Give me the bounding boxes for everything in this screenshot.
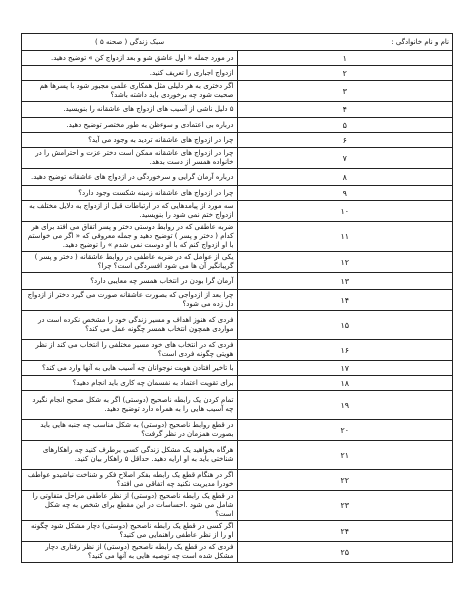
question-row <box>22 311 453 340</box>
question-row <box>22 391 453 420</box>
question-row <box>22 340 453 361</box>
question-row <box>22 420 453 441</box>
question-text: درباره بی اعتمادی و سوءظن به طور مختصر توضیح دهید. <box>22 118 238 133</box>
question-number: ۱۲ <box>237 252 453 273</box>
question-number: ۱۹ <box>237 391 453 420</box>
question-text: اگر در هنگام قطع یک رابطه بفکر اصلاح فکر و شناخت نباشیدو عواطف خودرا مدیریت نکنید چه اتفاقی می افتد؟ <box>22 470 238 491</box>
question-text: ضربه عاطفی که در روابط دوستی دختر و پسر اتفاق می افتد برای هر کدام ( دختر و پسر ) توضیح دهید و جمله معروفی که « اگر می خواستم با او ازدواج کنم که با او دوست نمی شدم » را توضیح دهید. <box>22 222 238 252</box>
question-number: ۱۷ <box>237 361 453 376</box>
question-number: ۱۸ <box>237 376 453 391</box>
question-text: اگر کسی در قطع یک رابطه ناصحیح (دوستی) دچار مشکل شود چگونه او را از نظر عاطفی راهنمایی می کنید؟ <box>22 521 238 542</box>
question-text: تمام کردن یک رابطه ناصحیح (دوستی) اگر به شکل صحیح انجام نگیرد چه آسیب هایی را به همراه دارد توضیح دهید. <box>22 391 238 420</box>
question-number: ۲۲ <box>237 470 453 491</box>
question-row <box>22 521 453 542</box>
question-number: ۴ <box>237 102 453 118</box>
question-text: چرا در ازدواج های عاشقانه زمینه شکست وجود دارد؟ <box>22 186 238 201</box>
question-row <box>22 470 453 491</box>
question-text: در قطع روابط ناصحیح (دوستی) به شکل مناسب چه جنبه هایی باید بصورت همزمان در نظر گرفت؟ <box>22 420 238 441</box>
question-number: ۱۵ <box>237 311 453 340</box>
question-text: در مورد جمله « اول عاشق شو و بعد ازدواج کن » توضیح دهید. <box>22 51 238 66</box>
question-text: درباره آرمان گرایی و سرخوردگی در ازدواج های عاشقانه توضیح دهید. <box>22 169 238 186</box>
question-number: ۲۰ <box>237 420 453 441</box>
question-number: ۲ <box>237 66 453 81</box>
question-row <box>22 118 453 133</box>
question-row <box>22 148 453 169</box>
question-text: فردی که هنوز اهداف و مسیر زندگی خود را مشخص نکرده است در مواردی همچون انتخاب همسر چگونه عمل می کند؟ <box>22 311 238 340</box>
question-row <box>22 441 453 470</box>
question-number: ۲۵ <box>237 542 453 563</box>
question-row <box>22 376 453 391</box>
question-text: ازدواج اجباری را تعریف کنید. <box>22 66 238 81</box>
question-text: هرگاه بخواهید یک مشکل زندگی کسی برطرف کنید چه راهکارهای شناختی باید به او ارایه دهید. حداقل ۵ راهکار بیان کنید. <box>22 441 238 470</box>
question-number: ۶ <box>237 133 453 148</box>
question-row <box>22 201 453 222</box>
question-row <box>22 252 453 273</box>
question-number: ۱۰ <box>237 201 453 222</box>
question-number: ۵ <box>237 118 453 133</box>
question-text: چرا در ازدواج های عاشقانه ممکن است دختر عزت و احترامش را در خانواده همسر از دست بدهد. <box>22 148 238 169</box>
question-row <box>22 542 453 563</box>
question-number: ۲۳ <box>237 491 453 521</box>
question-row <box>22 290 453 311</box>
question-text: یکی از عوامل که در ضربه عاطفی در روابط عاشقانه ( دختر و پسر ) گریبانگیر آن ها می شود افسردگی است؟ چرا؟ <box>22 252 238 273</box>
question-row <box>22 66 453 81</box>
question-row <box>22 361 453 376</box>
question-number: ۲۴ <box>237 521 453 542</box>
question-row <box>22 81 453 102</box>
question-number: ۷ <box>237 148 453 169</box>
question-text: برای تقویت اعتماد به نفسمان چه کاری باید انجام دهید؟ <box>22 376 238 391</box>
question-number: ۳ <box>237 81 453 102</box>
question-number: ۹ <box>237 186 453 201</box>
question-number: ۱۱ <box>237 222 453 252</box>
question-text: ۵ دلیل ناشی از آسیب های ازدواج های عاشقانه را بنویسید. <box>22 102 238 118</box>
question-row <box>22 169 453 186</box>
question-row <box>22 222 453 252</box>
question-number: ۱۳ <box>237 273 453 290</box>
question-row <box>22 102 453 118</box>
question-text: در قطع یک رابطه ناصحیح (دوستی) از نظر عاطفی مراحل متفاوتی را شامل می شود .احساسات در این مقطع برای شخص به چه شکل است؟ <box>22 491 238 521</box>
question-table <box>21 33 453 563</box>
question-text: با تاخیر افتادن هویت نوجوانان چه آسیب هایی به آنها وارد می کند؟ <box>22 361 238 376</box>
question-text: آرمان گرا بودن در انتخاب همسر چه معایبی دارد؟ <box>22 273 238 290</box>
question-number: ۸ <box>237 169 453 186</box>
question-row <box>22 273 453 290</box>
question-number: ۱۴ <box>237 290 453 311</box>
header-row <box>22 34 453 51</box>
question-text: چرا در ازدواج های عاشقانه تردید به وجود می آید؟ <box>22 133 238 148</box>
question-row <box>22 133 453 148</box>
header-cell <box>22 34 453 51</box>
question-sheet <box>21 33 453 560</box>
question-text: سه مورد از پیامدهایی که در ارتباطات قبل از ازدواج به دلایل مختلف به ازدواج ختم نمی شود را بنویسید. <box>22 201 238 222</box>
question-number: ۱۶ <box>237 340 453 361</box>
question-text: اگر دختری به هر دلیلی مثل همکاری علمی مجبور شود با پسرها هم صحبت شود چه برخوردی باید داشته باشد؟ <box>22 81 238 102</box>
question-text: چرا بعد از ازدواجی که بصورت عاشقانه صورت می گیرد دختر از ازدواج دل زده می شود؟ <box>22 290 238 311</box>
question-row <box>22 491 453 521</box>
question-number: ۱ <box>237 51 453 66</box>
question-row <box>22 51 453 66</box>
name-label: نام و نام خانوادگی : <box>391 37 449 46</box>
question-text: فردی که در انتخاب های خود مسیر مختلفی را انتخاب می کند از نظر هویتی چگونه فردی است؟ <box>22 340 238 361</box>
question-row <box>22 186 453 201</box>
question-text: فردی که در قطع یک رابطه ناصحیح (دوستی) از نظر رفتاری دچار مشکل شده است چه توصیه هایی به آنها می کنید؟ <box>22 542 238 563</box>
question-number: ۲۱ <box>237 441 453 470</box>
worksheet-title: سبک زندگی ( صحنه ۵ ) <box>95 37 165 46</box>
